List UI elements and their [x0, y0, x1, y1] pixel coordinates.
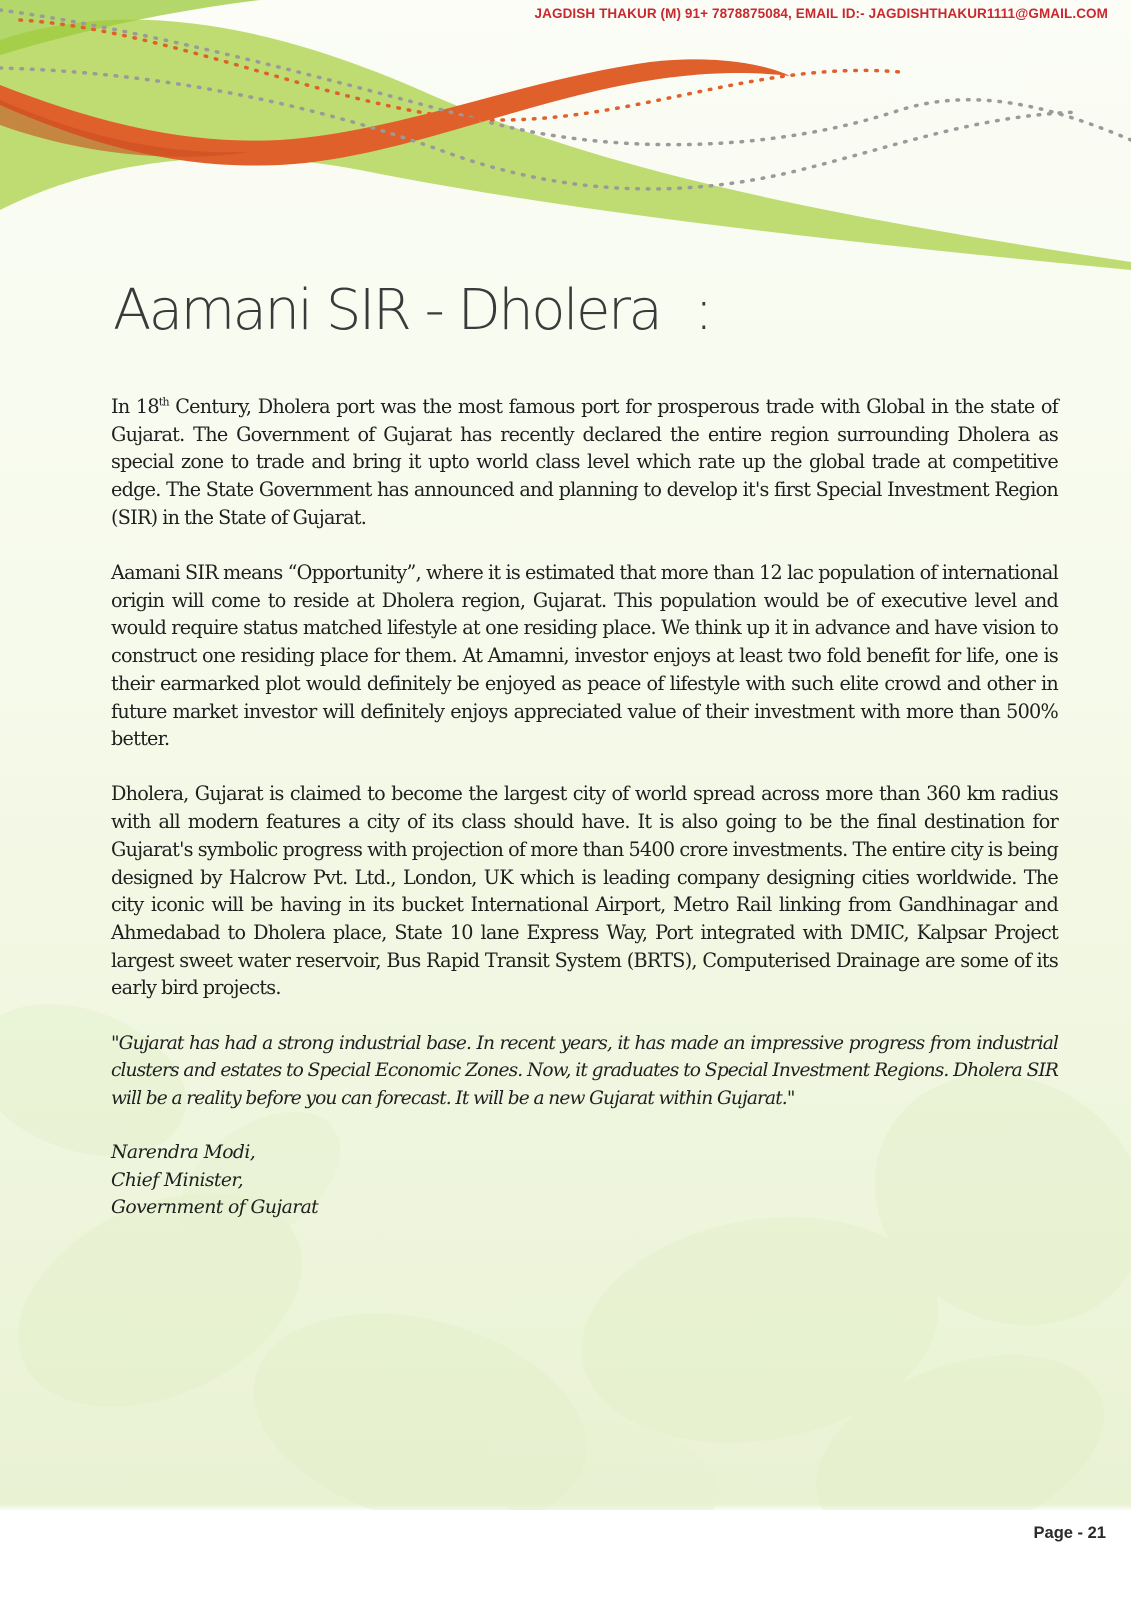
- paragraph-history-text: Century, Dholera port was the most famous port for prosperous trade with Global in the state of Gujarat. The Government of Gujarat has recently declared the entire region surrounding Dholera as special zone to trade and bring it upto world class level which rate up the global trade at competitive edge. The State Government has announced and planning to develop it's first Special Investment Region (SIR) in the State of Gujarat.: [111, 395, 1059, 529]
- attribution-role: Chief Minister,: [111, 1169, 244, 1191]
- header-swoosh-graphic: [0, 0, 1131, 280]
- ordinal-suffix: th: [158, 395, 169, 409]
- paragraph-city-plan: Dholera, Gujarat is claimed to become the largest city of world spread across more than 360 km radius with all modern features a city of its class should have. It is also going to be the final destination for Gujarat's symbolic progress with projection of more than 5400 crore investments. The entire city is being designed by Halcrow Pvt. Ltd., London, UK which is leading company designing cities worldwide. The city iconic will be having in its bucket International Airport, Metro Rail linking from Gandhinagar and Ahmedabad to Dholera place, State 10 lane Express Way, Port integrated with DMIC, Kalpsar Project largest sweet water reservoir, Bus Rapid Transit System (BRTS), Computerised Drainage are some of its early bird projects.: [111, 782, 1058, 1000]
- paragraph-history: [111, 393, 1058, 532]
- page-title-colon: :: [694, 278, 711, 343]
- quote-attribution: [111, 1139, 1058, 1222]
- page-footer: [0, 1510, 1131, 1600]
- header-contact-info: JAGDISH THAKUR (M) 91+ 7878875084, EMAIL ID:- JAGDISHTHAKUR1111@GMAIL.COM: [534, 6, 1108, 21]
- page-number: Page - 21: [1033, 1524, 1106, 1542]
- quotation: "Gujarat has had a strong industrial base. In recent years, it has made an impressive progress from industrial clusters and estates to Special Economic Zones. Now, it graduates to Special Investment Regions. Dholera SIR will be a reality before you can forecast. It will be a new Gujarat within Gujarat.": [111, 1032, 1058, 1109]
- page-title-text: Aamani SIR - Dholera: [113, 278, 661, 343]
- paragraph-opportunity: Aamani SIR means “Opportunity”, where it is estimated that more than 12 lac population of international origin will come to reside at Dholera region, Gujarat. This population would be of executive level and would require status matched lifestyle at one residing place. We think up it in advance and have vision to construct one residing place for them. At Amamni, investor enjoys at least two fold benefit for life, one is their earmarked plot would definitely be enjoyed as peace of lifestyle with such elite crowd and other in future market investor will definitely enjoys appreciated value of their investment with more than 500% better.: [111, 561, 1058, 751]
- paragraph-history-lead: In 18: [111, 395, 159, 418]
- attribution-name: Narendra Modi,: [111, 1142, 256, 1164]
- page-title: [113, 278, 711, 343]
- attribution-organization: Government of Gujarat: [111, 1197, 319, 1219]
- body-content: [111, 393, 1058, 1222]
